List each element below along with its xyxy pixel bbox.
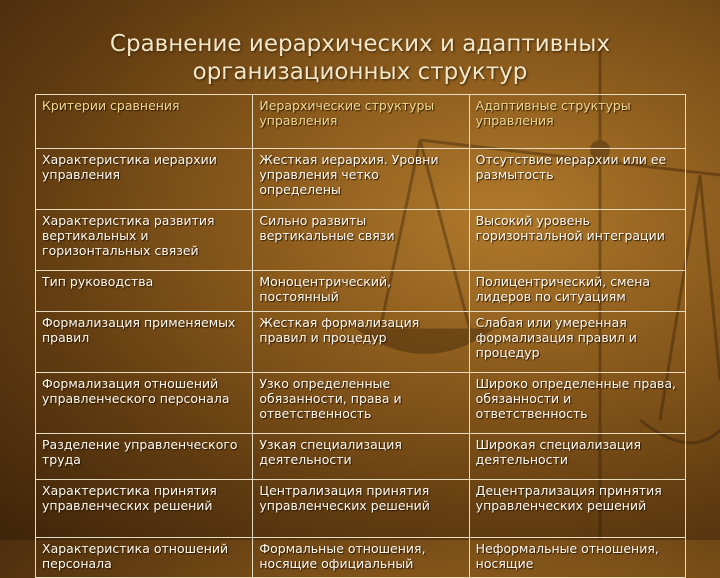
header-adaptive: Адаптивные структуры управления (469, 95, 685, 149)
table-cell: Характеристика отношений персонала (36, 538, 253, 578)
table-row (36, 538, 686, 578)
table-cell: Формальные отношения, носящие официальный (253, 538, 469, 578)
table-cell: Характеристика принятия управленческих решений (36, 480, 253, 538)
table-cell: Узко определенные обязанности, права и ответственность (253, 373, 469, 434)
table-cell: Неформальные отношения, носящие (469, 538, 685, 578)
table-cell: Широкая специализация деятельности (469, 434, 685, 480)
table-row (36, 480, 686, 538)
table-row (36, 312, 686, 373)
table-cell: Разделение управленческого труда (36, 434, 253, 480)
table-cell: Децентрализация принятия управленческих решений (469, 480, 685, 538)
table-cell: Сильно развиты вертикальные связи (253, 210, 469, 271)
title-line-2: организационных структур (192, 59, 528, 85)
table-cell: Формализация применяемых правил (36, 312, 253, 373)
table-row (36, 434, 686, 480)
table-row (36, 271, 686, 312)
table-cell: Тип руководства (36, 271, 253, 312)
table-row (36, 210, 686, 271)
table-cell: Отсутствие иерархии или ее размытость (469, 149, 685, 210)
table-cell: Характеристика развития вертикальных и горизонтальных связей (36, 210, 253, 271)
table-cell: Высокий уровень горизонтальной интеграции (469, 210, 685, 271)
table-cell: Жесткая иерархия. Уровни управления четко определены (253, 149, 469, 210)
table-cell: Широко определенные права, обязанности и ответственность (469, 373, 685, 434)
table-cell: Слабая или умеренная формализация правил и процедур (469, 312, 685, 373)
table-row (36, 149, 686, 210)
table-cell: Характеристика иерархии управления (36, 149, 253, 210)
comparison-table (35, 94, 686, 578)
table-cell: Централизация принятия управленческих решений (253, 480, 469, 538)
title-line-1: Сравнение иерархических и адаптивных (109, 31, 611, 57)
table-cell: Полицентрический, смена лидеров по ситуациям (469, 271, 685, 312)
slide-title (0, 30, 720, 86)
table-header-row (36, 95, 686, 149)
table-cell: Моноцентрический, постоянный (253, 271, 469, 312)
table-row (36, 373, 686, 434)
table-cell: Формализация отношений управленческого персонала (36, 373, 253, 434)
table-cell: Жесткая формализация правил и процедур (253, 312, 469, 373)
header-criteria: Критерии сравнения (36, 95, 253, 149)
header-hierarchical: Иерархические структуры управления (253, 95, 469, 149)
table-cell: Узкая специализация деятельности (253, 434, 469, 480)
